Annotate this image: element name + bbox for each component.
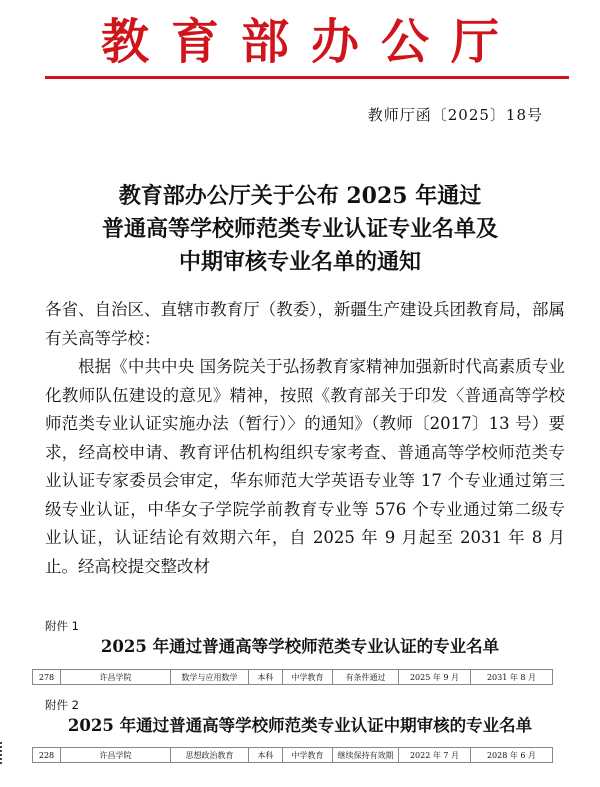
issuer-header: 教育部办公厅 bbox=[100, 14, 521, 70]
table-cell: 许昌学院 bbox=[61, 748, 171, 763]
table-cell: 中学教育 bbox=[283, 670, 333, 685]
document-number: 教师厅函〔2025〕18号 bbox=[367, 106, 543, 124]
attachment-1-table bbox=[32, 669, 553, 685]
attachment-1-label: 附件 1 bbox=[45, 619, 79, 633]
table-cell: 2031 年 8 月 bbox=[471, 670, 553, 685]
attachment-1-title: 2025 年通过普通高等学校师范类专业认证的专业名单 bbox=[100, 637, 500, 656]
attachment-2-label: 附件 2 bbox=[45, 698, 79, 712]
table-row bbox=[33, 670, 553, 685]
attachment-2-title: 2025 年通过普通高等学校师范类专业认证中期审核的专业名单 bbox=[67, 716, 533, 735]
table-cell: 228 bbox=[33, 748, 61, 763]
attachment-2-table bbox=[32, 747, 553, 763]
table-cell: 中学教育 bbox=[283, 748, 333, 763]
table-cell: 本科 bbox=[249, 670, 283, 685]
table-cell: 2028 年 6 月 bbox=[471, 748, 553, 763]
table-cell: 本科 bbox=[249, 748, 283, 763]
table-cell: 数学与应用数学 bbox=[171, 670, 249, 685]
document-body bbox=[45, 296, 565, 581]
table-cell: 278 bbox=[33, 670, 61, 685]
table-row bbox=[33, 748, 553, 763]
document-title bbox=[0, 180, 600, 279]
title-line-1: 教育部办公厅关于公布 2025 年通过 bbox=[118, 183, 482, 209]
table-cell: 有条件通过 bbox=[333, 670, 399, 685]
salutation: 各省、自治区、直辖市教育厅（教委），新疆生产建设兵团教育局，部属有关高等学校： bbox=[45, 300, 565, 348]
table-cell: 2025 年 9 月 bbox=[399, 670, 471, 685]
table-cell: 许昌学院 bbox=[61, 670, 171, 685]
table-cell: 继续保持有效期 bbox=[333, 748, 399, 763]
table-cell: 思想政治教育 bbox=[171, 748, 249, 763]
page-edge-marks bbox=[0, 742, 5, 764]
header-red-rule bbox=[45, 76, 569, 79]
body-paragraph: 根据《中共中央 国务院关于弘扬教育家精神加强新时代高素质专业化教师队伍建设的意见》精神，按照《教育部关于印发〈普通高等学校师范类专业认证实施办法（暂行）〉的通知》（教师〔2017〕13 号）要求，经高校申请、教育评估机构组织专家考查、普通高等学校师范类专业认证专家委员会审定，华东师范大学英语专业等 17 个专业通过第三级专业认证，中华女子学院学前教育专业等 576 个专业通过第二级专业认证，认证结论有效期六年，自 2025 年 9 月起至 2031 年 8 月止。经高校提交整改材 bbox=[45, 357, 565, 576]
title-line-2: 普通高等学校师范类专业认证专业名单及 bbox=[101, 216, 498, 242]
title-line-3: 中期审核专业名单的通知 bbox=[178, 249, 421, 275]
table-cell: 2022 年 7 月 bbox=[399, 748, 471, 763]
